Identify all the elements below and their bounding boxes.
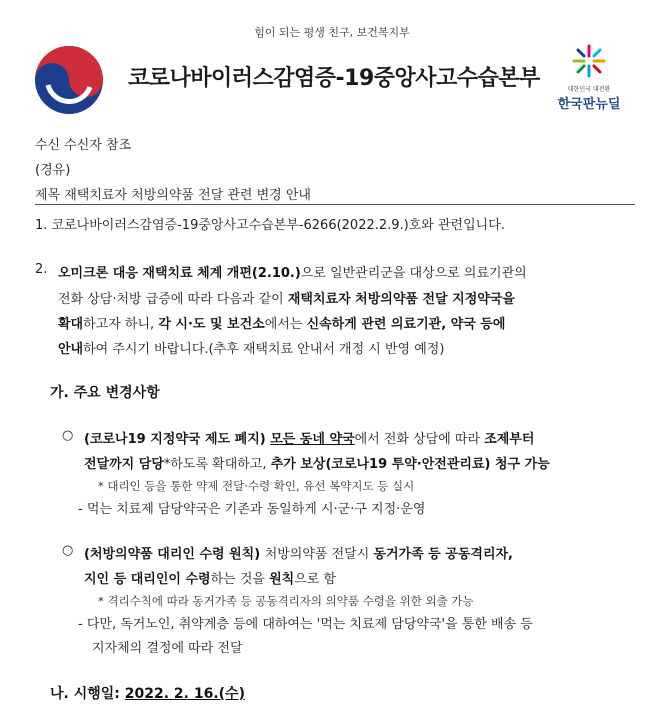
paragraph-2-line-1: 오미크론 대응 재택치료 체계 개편(2.10.)으로 일반관리군을 대상으로 의료기관의	[58, 266, 527, 281]
item-1-subitem: - 먹는 치료제 담당약국은 기존과 동일하게 시·군·구 지정·운영	[78, 502, 426, 517]
paragraph-1: 1. 코로나바이러스감염증-19중앙사고수습본부-6266(2022.2.9.)호와 관련입니다.	[35, 218, 505, 233]
subject-line: 제목 재택치료자 처방의약품 전달 관련 변경 안내	[35, 188, 311, 203]
government-taegeuk-logo	[34, 45, 104, 115]
slogan: 힘이 되는 평생 친구, 보건복지부	[254, 26, 410, 39]
via-line: (경유)	[35, 163, 71, 178]
section-a-heading: 가. 주요 변경사항	[50, 385, 160, 401]
divider	[35, 204, 635, 205]
paragraph-2-number: 2.	[35, 262, 48, 277]
item-2-subitem-line-1: - 다만, 독거노인, 취약계층 등에 대하여는 '먹는 치료제 담당약국'을 통한 배송 등	[78, 617, 533, 632]
item-1-line-1: (코로나19 지정약국 제도 폐지) 모든 동네 약국에서 전화 상담에 따라 조제부터	[84, 432, 535, 447]
paragraph-2-line-3: 확대하고자 하니, 각 시·도 및 보건소에서는 신속하게 관련 의료기관, 약국 등에	[58, 317, 506, 332]
paragraph-2-line-4: 안내하여 주시기 바랍니다.(추후 재택치료 안내서 개정 시 반영 예정)	[58, 342, 445, 357]
section-b-heading: 나. 시행일: 2022. 2. 16.(수)	[50, 686, 245, 702]
item-1-note: * 대리인 등을 통한 약제 전달·수령 확인, 유선 복약지도 등 실시	[98, 479, 415, 493]
recipient-line: 수신 수신자 참조	[35, 138, 132, 153]
item-2-note: * 격리수칙에 따라 동거가족 등 공동격리자의 의약품 수령을 위한 외출 가능	[98, 594, 474, 608]
item-2-line-1: (처방의약품 대리인 수령 원칙) 처방의약품 전달시 동거가족 등 공동격리자,	[84, 547, 513, 562]
item-2-bullet: ○	[62, 543, 74, 558]
star-burst-icon	[572, 44, 606, 78]
page-title: 코로나바이러스감염증-19중앙사고수습본부	[128, 66, 540, 91]
brand-name: 한국판뉴딜	[557, 97, 621, 112]
item-2-line-2: 지인 등 대리인이 수령하는 것을 원칙으로 함	[84, 572, 337, 587]
item-1-line-2: 전달까지 담당*하도록 확대하고, 추가 보상(코로나19 투약·안전관리료) 청구 가능	[84, 457, 550, 472]
brand-tagline: 대한민국 대전환	[567, 86, 611, 93]
effective-date: 2022. 2. 16.(수)	[124, 686, 245, 702]
korean-new-deal-logo	[548, 44, 630, 114]
paragraph-2-line-2: 전화 상담·처방 급증에 따라 다음과 같이 재택치료자 처방의약품 전달 지정약국을	[58, 292, 515, 307]
item-1-bullet: ○	[62, 428, 74, 443]
item-2-subitem-line-2: 지자체의 결정에 따라 전달	[92, 641, 243, 656]
